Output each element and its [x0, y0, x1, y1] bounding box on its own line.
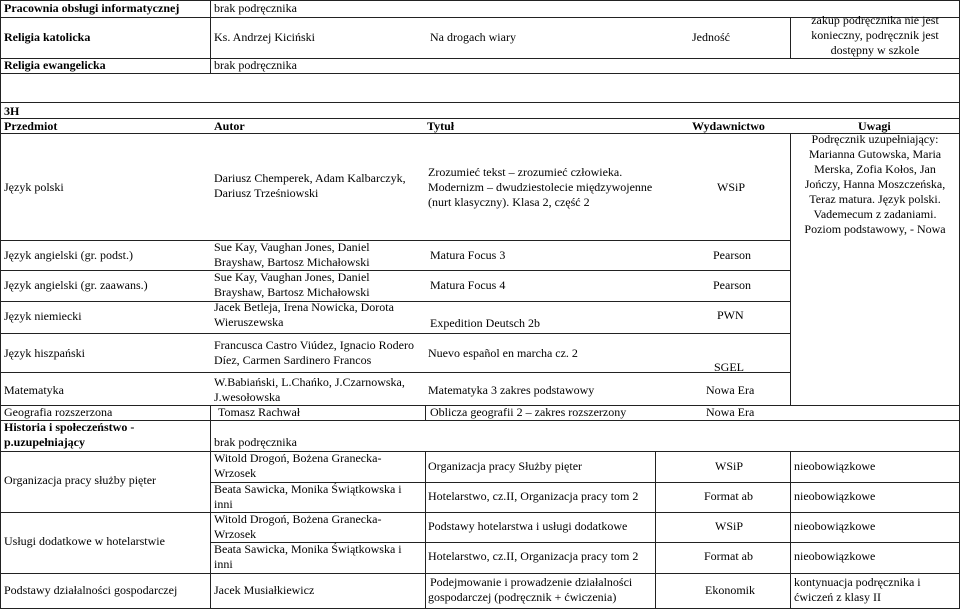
- publisher-cell: Jedność: [692, 30, 730, 44]
- title-cell: [428, 575, 632, 605]
- column-header-subject: Przedmiot: [4, 119, 58, 133]
- author-cell: [214, 300, 394, 330]
- title-line: Modernizm – dwudziestolecie międzywojenne: [428, 180, 653, 194]
- author-cell: brak podręcznika: [214, 435, 297, 449]
- grid-line: [0, 420, 960, 421]
- subject-cell: Organizacja pracy służby pięter: [4, 473, 157, 487]
- title-line: Podejmowanie i prowadzenie działalności: [430, 575, 633, 589]
- author-cell: Tomasz Rachwał: [218, 405, 301, 419]
- publisher-cell: PWN: [717, 308, 744, 322]
- notes-line: dostępny w szkole: [830, 43, 920, 57]
- author-cell: [214, 451, 381, 481]
- column-header-notes: Uwagi: [858, 119, 891, 133]
- author-line: Díez, Carmen Sardinero Francos: [214, 353, 372, 367]
- author-line: Wrzosek: [214, 527, 257, 541]
- author-cell: brak podręcznika: [214, 58, 297, 72]
- notes-cell: nieobowiązkowe: [794, 519, 876, 533]
- grid-line: [425, 405, 426, 421]
- title-cell: Expedition Deutsch 2b: [430, 316, 540, 330]
- publisher-cell: Nowa Era: [706, 383, 755, 397]
- notes-line: kontynuacja podręcznika i: [794, 575, 921, 589]
- subject-cell: Język polski: [4, 180, 64, 194]
- subject-cell: Geografia rozszerzona: [4, 405, 113, 419]
- grid-line: [0, 333, 790, 334]
- grid-line: [0, 608, 960, 609]
- title-cell: Podstawy hotelarstwa i usługi dodatkowe: [428, 519, 628, 533]
- grid-line: [0, 0, 1, 609]
- subject-cell: Podstawy działalności gospodarczej: [4, 583, 178, 597]
- grid-line: [0, 240, 790, 241]
- publisher-cell: WSiP: [715, 519, 744, 533]
- grid-line: [0, 58, 960, 59]
- notes-line: ćwiczeń z klasy II: [794, 590, 881, 604]
- notes-line: Teraz matura. Język polski.: [809, 192, 941, 206]
- notes-cell: nieobowiązkowe: [794, 489, 876, 503]
- title-cell: Hotelarstwo, cz.II, Organizacja pracy tom 2: [428, 549, 639, 563]
- publisher-cell: WSiP: [715, 459, 744, 473]
- author-line: Jacek Betleja, Irena Nowicka, Dorota: [214, 300, 394, 314]
- column-header-title: Tytuł: [427, 119, 455, 133]
- subject-cell: Język niemiecki: [4, 309, 82, 323]
- subject-cell: Matematyka: [4, 383, 64, 397]
- title-cell: Hotelarstwo, cz.II, Organizacja pracy tom 2: [428, 489, 639, 503]
- subject-cell: [4, 420, 134, 450]
- author-cell: brak podręcznika: [214, 1, 297, 15]
- grid-line: [425, 451, 426, 609]
- grid-line: [655, 451, 656, 609]
- author-cell: [214, 240, 370, 270]
- publisher-cell: WSiP: [717, 180, 746, 194]
- subject-cell: Język angielski (gr. podst.): [4, 248, 133, 262]
- subject-cell: Usługi dodatkowe w hotelarstwie: [4, 534, 165, 548]
- author-cell: [214, 542, 402, 572]
- grid-line: [0, 270, 790, 271]
- publisher-cell: Nowa Era: [706, 405, 755, 419]
- title-cell: [428, 165, 652, 210]
- author-line: Francusca Castro Viúdez, Ignacio Rodero: [214, 338, 414, 352]
- title-cell: Nuevo español en marcha cz. 2: [428, 346, 578, 360]
- publisher-cell: Pearson: [713, 278, 751, 292]
- notes-line: Podręcznik uzupełniający:: [811, 132, 939, 146]
- column-header-author: Autor: [214, 119, 245, 133]
- notes-line: Jończy, Hanna Moszczeńska,: [804, 177, 946, 191]
- column-header-publisher: Wydawnictwo: [692, 119, 765, 133]
- notes-cell: [791, 13, 959, 58]
- notes-cell: nieobowiązkowe: [794, 549, 876, 563]
- grid-line: [210, 451, 211, 609]
- notes-cell: nieobowiązkowe: [794, 459, 876, 473]
- notes-line: Vademecum z zadaniami.: [813, 207, 937, 221]
- grid-line: [0, 372, 790, 373]
- author-cell: [214, 482, 402, 512]
- title-cell: Na drogach wiary: [430, 30, 516, 44]
- author-line: Sue Kay, Vaughan Jones, Daniel: [214, 240, 370, 254]
- title-line: Zrozumieć tekst – zrozumieć człowieka.: [428, 165, 623, 179]
- notes-line: konieczny, podręcznik jest: [811, 28, 939, 42]
- author-line: Brayshaw, Bartosz Michałowski: [214, 255, 370, 269]
- publisher-cell: Pearson: [713, 248, 751, 262]
- title-cell: Oblicza geografii 2 – zakres rozszerzony: [430, 405, 627, 419]
- publisher-cell: Format ab: [704, 489, 753, 503]
- author-line: Sue Kay, Vaughan Jones, Daniel: [214, 270, 370, 284]
- author-cell: [214, 375, 405, 405]
- notes-cell: [794, 575, 921, 605]
- author-line: Brayshaw, Bartosz Michałowski: [214, 285, 370, 299]
- notes-line: zakup podręcznika nie jest: [811, 13, 939, 27]
- title-cell: Matematyka 3 zakres podstawowy: [428, 383, 595, 397]
- author-line: inni: [214, 497, 233, 511]
- grid-line: [0, 102, 960, 103]
- author-cell: [214, 338, 414, 368]
- author-cell: Ks. Andrzej Kiciński: [214, 30, 315, 44]
- subject-cell: Język angielski (gr. zaawans.): [4, 278, 148, 292]
- subject-cell: Religia katolicka: [4, 30, 91, 44]
- grid-line: [790, 451, 791, 609]
- title-line: gospodarczej (podręcznik + ćwiczenia): [428, 590, 617, 604]
- publisher-cell: SGEL: [714, 360, 744, 374]
- grid-line: [210, 405, 211, 452]
- grid-line: [0, 118, 960, 119]
- class-label: 3H: [4, 104, 20, 118]
- author-line: Beata Sawicka, Monika Świątkowska i: [214, 542, 402, 556]
- publisher-cell: Format ab: [704, 549, 753, 563]
- grid-line: [0, 573, 960, 574]
- author-line: Witold Drogoń, Bożena Granecka-: [214, 451, 382, 465]
- author-line: Wieruszewska: [214, 315, 284, 329]
- title-cell: Organizacja pracy Służby pięter: [428, 459, 583, 473]
- publisher-cell: Ekonomik: [705, 583, 755, 597]
- author-cell: [214, 171, 406, 201]
- author-line: Wrzosek: [214, 466, 257, 480]
- subject-cell: Język hiszpański: [4, 346, 85, 360]
- grid-line: [0, 73, 960, 74]
- subject-line: p.uzupełniający: [4, 435, 86, 449]
- grid-line: [0, 301, 790, 302]
- grid-line: [0, 512, 960, 513]
- title-cell: Matura Focus 3: [430, 248, 506, 262]
- title-cell: Matura Focus 4: [430, 278, 506, 292]
- author-line: inni: [214, 557, 233, 571]
- author-line: Dariusz Trześniowski: [214, 186, 319, 200]
- notes-line: Merska, Zofia Kołos, Jan: [814, 162, 936, 176]
- author-cell: [214, 512, 381, 542]
- author-line: Beata Sawicka, Monika Świątkowska i: [214, 482, 402, 496]
- grid-line: [0, 451, 960, 452]
- author-cell: [214, 270, 370, 300]
- subject-cell: Religia ewangelicka: [4, 58, 106, 72]
- author-cell: Jacek Musiałkiewicz: [214, 583, 315, 597]
- author-line: J.wesołowska: [214, 390, 281, 404]
- subject-cell: Pracownia obsługi informatycznej: [4, 1, 180, 15]
- author-line: Witold Drogoń, Bożena Granecka-: [214, 512, 382, 526]
- notes-cell: [791, 132, 959, 237]
- notes-line: Marianna Gutowska, Maria: [808, 147, 942, 161]
- author-line: Dariusz Chemperek, Adam Kalbarczyk,: [214, 171, 406, 185]
- subject-line: Historia i społeczeństwo -: [4, 420, 135, 434]
- title-line: (nurt klasyczny). Klasa 2, część 2: [428, 195, 590, 209]
- author-line: W.Babiański, L.Chańko, J.Czarnowska,: [214, 375, 405, 389]
- grid-line: [210, 0, 211, 73]
- notes-line: Poziom podstawowy, - Nowa: [804, 222, 946, 236]
